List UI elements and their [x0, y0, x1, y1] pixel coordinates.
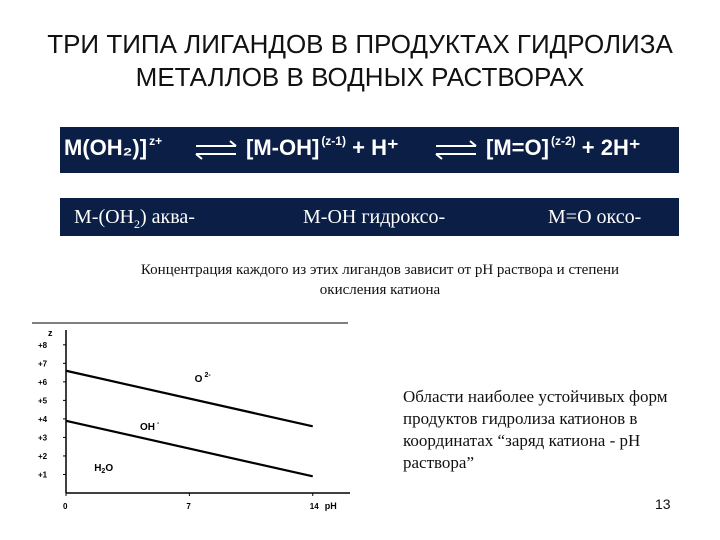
oxo-term-protons: + 2H⁺	[581, 135, 641, 160]
y-tick-label: +7	[38, 359, 48, 369]
hydroxo-term-charge: (z-1)	[321, 134, 346, 148]
oxo-term-charge: (z-2)	[550, 134, 576, 148]
x-axis-label: pH	[324, 501, 337, 511]
page-number: 13	[655, 496, 671, 512]
charge-ph-chart	[30, 318, 352, 524]
chart-caption: Области наиболее устойчивых форм продуктов гидролиза катионов в координатах “заряд катиона - pH раствора”	[403, 387, 668, 472]
y-axis-label: z	[48, 328, 53, 338]
concentration-note: Концентрация каждого из этих лигандов зависит от pH раствора и степени окисления катиона	[140, 262, 620, 298]
oxo-complex-term	[486, 135, 640, 161]
x-tick-label: 14	[309, 502, 319, 511]
y-tick-label: +2	[38, 451, 48, 461]
y-tick-label: +5	[38, 396, 48, 406]
y-tick-label: +4	[38, 414, 48, 424]
region-label: O $^{2-}$	[194, 371, 211, 385]
equilibrium-arrow-2-icon	[434, 140, 478, 160]
boundary-line-1	[66, 371, 313, 427]
ligand-types-bar	[60, 198, 679, 236]
oxo-term-text: [M=O]	[486, 135, 549, 160]
region-label: $H_2O$	[94, 462, 114, 475]
slide-title: ТРИ ТИПА ЛИГАНДОВ В ПРОДУКТАХ ГИДРОЛИЗА МЕТАЛЛОВ В ВОДНЫХ РАСТВОРАХ	[47, 29, 673, 92]
x-tick-label: 7	[186, 502, 191, 511]
y-tick-label: +6	[38, 377, 48, 387]
aqua-term-text: M(OH₂)]	[64, 135, 148, 160]
y-tick-label: +1	[38, 470, 48, 480]
aqua-ligand-label	[74, 206, 195, 232]
aqua-term-charge: z+	[149, 134, 163, 148]
oxo-ligand-label: М=О оксо-	[548, 206, 642, 228]
region-label: OH -	[140, 420, 160, 434]
x-tick-label: 0	[63, 502, 68, 511]
aqua-complex-term	[64, 135, 162, 161]
aqua-ligand-prefix: М-(ОН	[74, 206, 134, 228]
aqua-ligand-subscript: 2	[134, 217, 140, 231]
y-tick-label: +8	[38, 340, 48, 350]
y-tick-label: +3	[38, 433, 48, 443]
hydroxo-ligand-label: М-ОН гидроксо-	[303, 206, 446, 228]
hydroxo-complex-term	[246, 135, 399, 161]
hydroxo-term-text: [M-OH]	[246, 135, 320, 160]
equilibrium-arrow-1-icon	[194, 140, 238, 160]
hydrolysis-equation-bar	[60, 127, 679, 173]
aqua-ligand-suffix: ) аква-	[140, 206, 195, 228]
hydroxo-term-proton: + H⁺	[352, 135, 399, 160]
